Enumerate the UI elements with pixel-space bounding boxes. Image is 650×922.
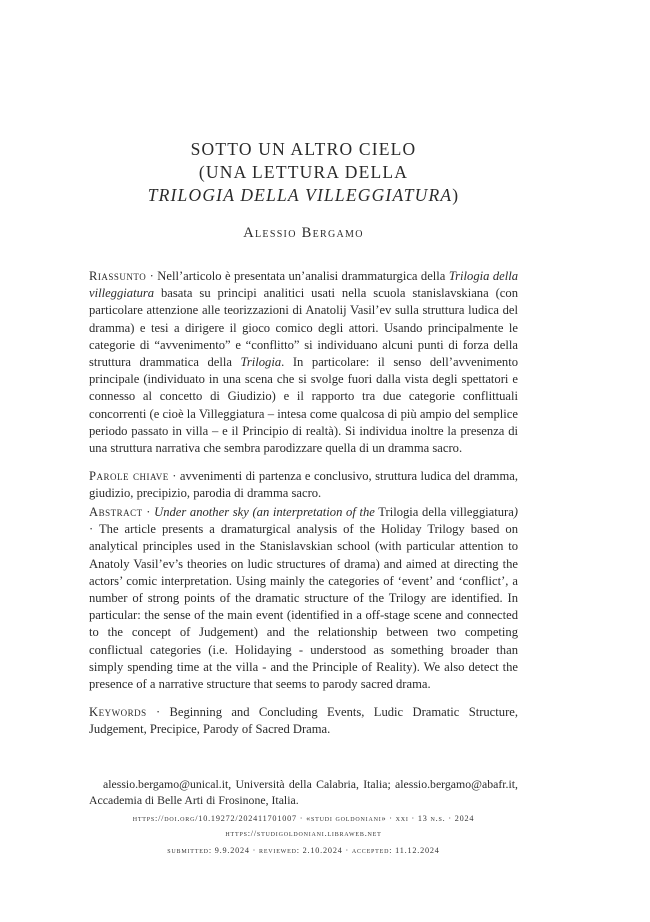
riassunto-sep: · bbox=[146, 269, 158, 283]
footer-doi-line: https://doi.org/10.19272/202411701007 · «studi goldoniani» · xxi · 13 n.s. · 2024 bbox=[132, 814, 475, 823]
riassunto-text-2: basata su principi analitici usati nella scuola stanislavskiana (con particolare attenzione alle teorizzazioni di Anatolij Vasil’ev sulla struttura ludica del dramma) e tesi a dirigere il gioco comico degli attori. Usando principalmente le categorie di “avvenimento” e “conflitto” si individuano alcuni punti di forza della struttura drammatica della bbox=[89, 286, 518, 370]
author-affiliation: alessio.bergamo@unical.it, Università della Calabria, Italia; alessio.bergamo@abafr.it, Accademia di Belle Arti di Frosinone, Italia. bbox=[89, 777, 518, 807]
title-close-paren: ) bbox=[452, 185, 460, 205]
abstract-label: Abstract bbox=[89, 505, 143, 519]
riassunto-italic-2: Trilogia bbox=[240, 355, 282, 370]
parole-sep: · bbox=[168, 469, 180, 483]
riassunto-text-1: Nell’articolo è presentata un’analisi drammaturgica della bbox=[157, 269, 449, 283]
footer-url-line: https://studigoldoniani.libraweb.net bbox=[225, 829, 382, 838]
riassunto-italic-1: Trilogia della villeggiatura bbox=[89, 269, 518, 301]
riassunto-label: Riassunto bbox=[89, 269, 147, 283]
keywords-sep: · bbox=[146, 705, 170, 719]
parole-text: avvenimenti di partenza e conclusivo, struttura ludica del dramma, giudizio, precipizio, parodia di dramma sacro. bbox=[89, 469, 518, 501]
parole-chiave-paragraph bbox=[89, 468, 518, 502]
title-italic: TRILOGIA DELLA VILLEGGIATURA bbox=[147, 185, 453, 205]
abstract-italic-2: ) bbox=[513, 505, 518, 519]
keywords-text: Beginning and Concluding Events, Ludic Dramatic Structure, Judgement, Precipice, Parody of Sacred Drama. bbox=[89, 705, 518, 737]
abstract-text-2: · The article presents a dramaturgical analysis of the Holiday Trilogy based on analytical principles used in the Stanislavskian school (with particular attention to Anatoly Vasil’ev’s theories on ludic structures of drama) and aimed at directing the actors’ comic interpretation. Using mainly the categories of ‘event’ and ‘conflict’, a number of strong points of the dramatic structure of the Trilogy are identified. In particular: the sense of the main event (identified in a off-stage scene and connected to the concept of Judgement) and the relationship between two competing conflictual categories (i.e. Holidaying - understood as something broader than simply spending time at the villa - and the Principle of Reality). We also detect the presence of a narrative structure that seems to parody sacred drama. bbox=[89, 522, 518, 692]
title-line-2: (UNA LETTURA DELLA bbox=[198, 162, 409, 182]
footer-dates-line: submitted: 9.9.2024 · reviewed: 2.10.2024 · accepted: 11.12.2024 bbox=[167, 846, 440, 855]
article-title bbox=[89, 138, 518, 207]
abstract-italic-1: Under another sky (an interpretation of the bbox=[154, 505, 375, 519]
riassunto-paragraph bbox=[89, 268, 518, 457]
parole-label: Parole chiave bbox=[89, 469, 169, 483]
abstract-text-1: Trilogia della villeggiatura bbox=[374, 505, 514, 519]
keywords-paragraph bbox=[89, 704, 518, 738]
author-name: Alessio Bergamo bbox=[243, 225, 364, 241]
title-line-3 bbox=[89, 184, 518, 207]
riassunto-text-3: . In particolare: il senso dell’avvenimento principale (individuato in una scena che si svolge fuori dalla vista degli spettatori e connesso al concetto di Giudizio) e il rapporto tra due categorie conflittuali concorrenti (e cioè la Villeggiatura – intesa come qualcosa di più ampio del semplice periodo passato in villa – e il Principio di realtà). Si individua inoltre la presenza di una struttura narrativa che sembra parodizzare quella di un dramma sacro. bbox=[89, 355, 519, 456]
title-line-1: SOTTO UN ALTRO CIELO bbox=[190, 139, 417, 159]
keywords-label: Keywords bbox=[89, 705, 147, 719]
abstract-paragraph bbox=[89, 504, 518, 693]
abstract-sep: · bbox=[142, 505, 155, 519]
